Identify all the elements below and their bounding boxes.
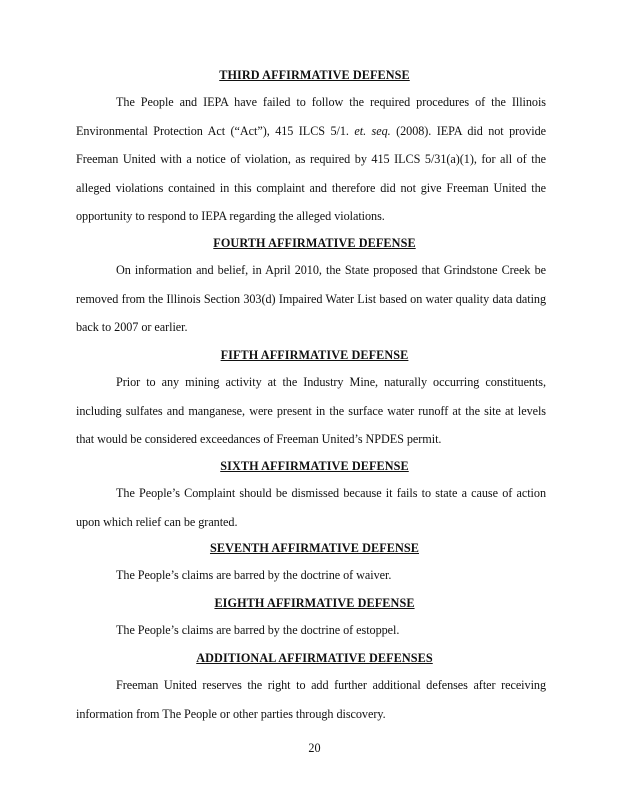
section-body-sixth-affirmative-defense: The People’s Complaint should be dismissed because it fails to state a cause of action upon which relief can be granted. <box>76 486 546 529</box>
body-text-part: (2008). IEPA did not provide Freeman United with a notice of violation, as required by 415 ILCS 5/31(a)(1), for all of the alleged violations contained in this complaint and therefore did not give Freeman United the opportunity to respond to IEPA regarding the alleged violations. <box>76 123 546 224</box>
section-heading-eighth-affirmative-defense: EIGHTH AFFIRMATIVE DEFENSE <box>214 596 415 610</box>
section-body-eighth-affirmative-defense: The People’s claims are barred by the doctrine of estoppel. <box>116 623 400 637</box>
body-text-part: The People and IEPA have failed to follow the required procedures of the Illinois Environmental Protection Act (“Act”), 415 ILCS 5/1. <box>76 95 546 138</box>
section-heading-fourth-affirmative-defense: FOURTH AFFIRMATIVE DEFENSE <box>213 236 416 250</box>
section-heading-additional-affirmative-defenses: ADDITIONAL AFFIRMATIVE DEFENSES <box>196 651 433 665</box>
section-heading-sixth-affirmative-defense: SIXTH AFFIRMATIVE DEFENSE <box>220 459 409 473</box>
section-body-fifth-affirmative-defense: Prior to any mining activity at the Industry Mine, naturally occurring constituents, including sulfates and manganese, were present in the surface water runoff at the site at levels that would be considered exceedances of Freeman United’s NPDES permit. <box>76 375 546 447</box>
section-body-fourth-affirmative-defense: On information and belief, in April 2010, the State proposed that Grindstone Creek be removed from the Illinois Section 303(d) Impaired Water List based on water quality data dating back to 2007 or earlier. <box>76 263 546 335</box>
page-number: 20 <box>308 741 321 755</box>
section-heading-third-affirmative-defense: THIRD AFFIRMATIVE DEFENSE <box>219 68 410 82</box>
section-body-additional-affirmative-defenses: Freeman United reserves the right to add further additional defenses after receiving information from The People or other parties through discovery. <box>76 678 546 721</box>
citation-italic: et. seq. <box>354 123 391 138</box>
section-heading-seventh-affirmative-defense: SEVENTH AFFIRMATIVE DEFENSE <box>209 541 420 555</box>
section-heading-fifth-affirmative-defense: FIFTH AFFIRMATIVE DEFENSE <box>220 348 409 362</box>
section-body-third-affirmative-defense <box>76 88 546 231</box>
section-body-seventh-affirmative-defense: The People’s claims are barred by the doctrine of waiver. <box>116 568 392 582</box>
